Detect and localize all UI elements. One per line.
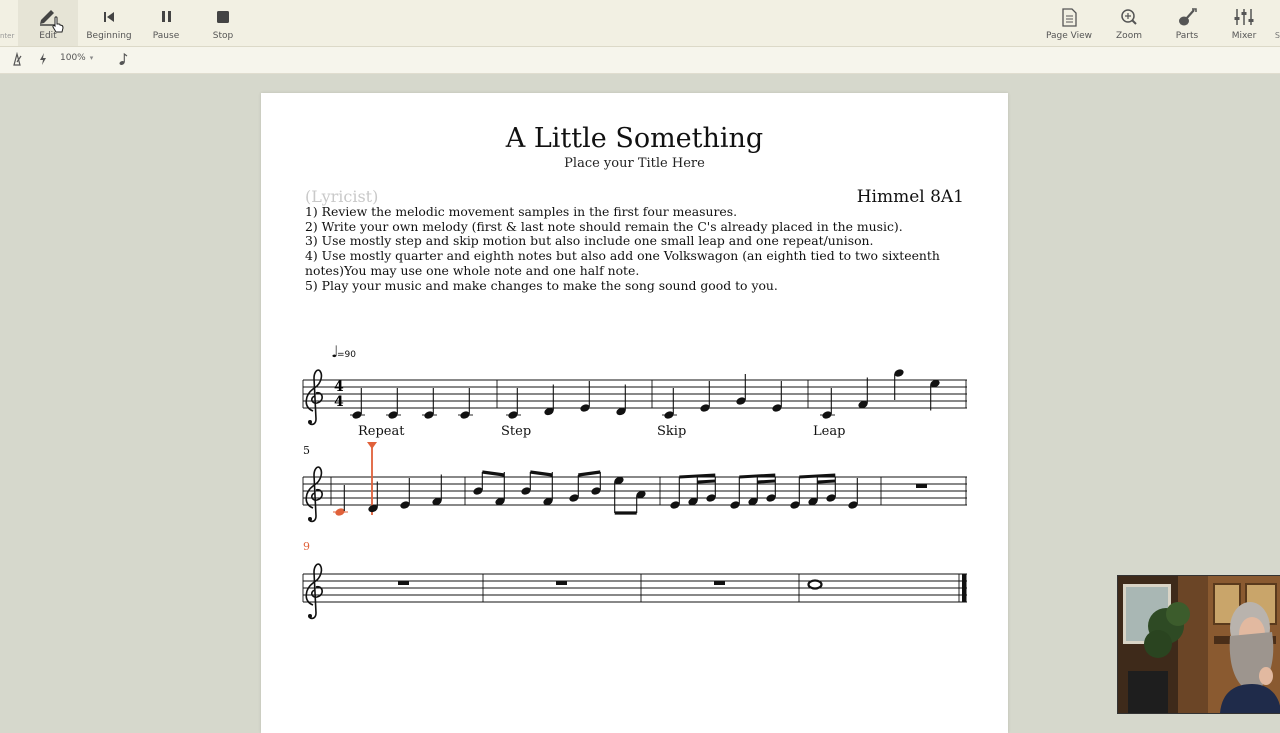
toolbar-edge-left-label: nter [0,32,15,40]
edit-button[interactable] [18,0,78,46]
instruction-line: 1) Review the melodic movement samples in the first four measures. [305,204,738,219]
score-title[interactable]: A Little Something [505,123,764,154]
webcam-image [1118,576,1280,713]
instruction-line: 4) Use mostly quarter and eighth notes but also add one Volkswagon (an eighth tied to two sixteenth notes)You may use one whole note and one half note. [305,248,940,278]
parts-label: Parts [1175,31,1199,41]
final-barline [962,574,967,602]
instruction-line: 5) Play your music and make changes to make the song sound good to you. [305,277,778,293]
zoom-button[interactable] [1099,0,1159,46]
whole-rest[interactable] [916,484,927,488]
measure-number-5: 5 [303,444,310,457]
measure-number-9: 9 [303,540,310,553]
note[interactable] [350,388,365,420]
whole-rest[interactable] [714,581,725,585]
skip-back-icon [79,7,139,27]
time-signature-top: 4 [334,379,344,395]
pause-button[interactable] [136,0,196,46]
pause-label: Pause [152,31,180,41]
zoom-level-select[interactable] [60,53,93,63]
note[interactable] [399,478,410,510]
chevron-down-icon: ▾ [89,54,94,62]
beginning-label: Beginning [86,31,132,41]
zoom-icon [1099,7,1159,27]
note[interactable] [431,475,442,507]
eighth-note-pair[interactable] [613,476,646,513]
note[interactable] [615,385,626,417]
note[interactable] [506,388,521,420]
toolbar-edge-right-label: S [1274,31,1280,40]
lyricist-field[interactable]: (Lyricist) [305,187,379,206]
tempo-quarter-note-glyph: ♩ [331,342,339,361]
edit-label: Edit [39,31,57,41]
treble-clef-icon [306,467,322,521]
note[interactable] [771,381,782,413]
beginning-button[interactable] [79,0,139,46]
parts-button[interactable] [1157,0,1217,46]
guitar-icon [1157,7,1217,27]
note[interactable] [820,388,835,420]
note[interactable] [386,388,401,420]
note[interactable] [543,385,554,417]
playhead-cursor[interactable] [367,442,377,515]
zoom-label: Zoom [1116,31,1142,41]
note[interactable] [699,381,710,413]
page-icon [1039,7,1099,27]
note[interactable] [367,482,378,514]
measure-label-repeat[interactable]: Repeat [358,424,405,439]
mixer-button[interactable] [1214,0,1274,46]
treble-clef-icon [306,564,322,618]
staff-system-3[interactable] [303,540,967,618]
stop-button[interactable] [193,0,253,46]
sliders-icon [1214,7,1274,27]
time-signature-bottom: 4 [334,394,344,410]
composer-field[interactable]: Himmel 8A1 [856,187,964,207]
treble-clef-icon [306,370,322,424]
pencil-icon [18,7,78,27]
page-view-button[interactable] [1039,0,1099,46]
whole-rest[interactable] [556,581,567,585]
metronome-icon[interactable] [10,52,24,66]
stop-label: Stop [212,31,234,41]
measure-label-leap[interactable]: Leap [813,424,846,439]
note[interactable] [847,478,858,510]
secondary-toolbar [0,47,1280,74]
instruction-line: 3) Use mostly step and skip motion but also include one small leap and one repeat/unison. [305,233,874,249]
music-notation [261,93,1008,733]
selected-note[interactable] [333,485,348,517]
measure-label-skip[interactable]: Skip [657,424,687,439]
staff-system-2[interactable] [303,442,967,521]
score-page [261,93,1008,733]
note[interactable] [579,381,590,413]
page-view-label: Page View [1045,31,1092,41]
note[interactable] [857,378,868,410]
webcam-video-thumbnail[interactable] [1117,575,1280,714]
lightning-icon[interactable] [37,52,49,66]
stop-icon [193,7,253,27]
instruction-line: 2) Write your own melody (first & last note should remain the C's already placed in the music). [305,218,903,234]
note[interactable] [735,374,746,406]
measure-label-step[interactable]: Step [501,424,532,439]
score-subtitle[interactable]: Place your Title Here [564,156,705,171]
note[interactable] [458,388,473,420]
whole-note[interactable] [809,581,822,589]
note[interactable] [929,379,940,411]
staff-system-1[interactable] [303,342,967,439]
mixer-label: Mixer [1231,31,1257,41]
note-icon[interactable] [117,52,129,66]
whole-rest[interactable] [398,581,409,585]
note[interactable] [422,388,437,420]
note[interactable] [662,388,677,420]
zoom-level-value: 100% [60,53,86,63]
note[interactable] [892,368,906,400]
pause-icon [136,7,196,27]
tempo-marking[interactable]: =90 [337,350,356,360]
main-toolbar [0,0,1280,47]
